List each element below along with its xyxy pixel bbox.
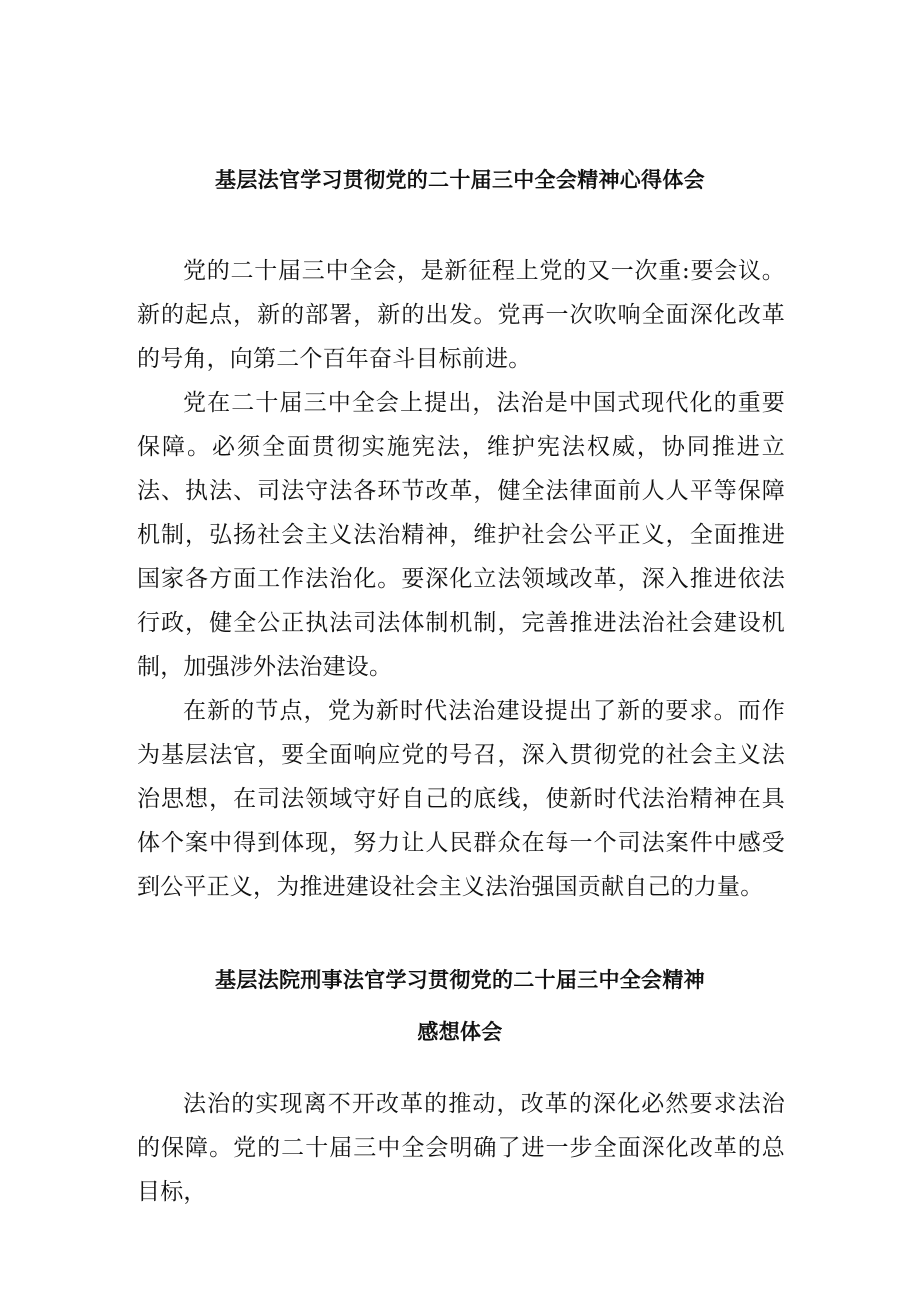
section1-title: 基层法官学习贯彻党的二十届三中全会精神心得体会 — [215, 168, 705, 192]
section2-title-line1: 基层法院刑事法官学习贯彻党的二十届三中全会精神 — [215, 968, 705, 992]
section1-paragraph: 党的二十届三中全会，是新征程上党的又一次重:要会议。新的起点，新的部署，新的出发。党再一次吹响全面深化改革的号角，向第二个百年奋斗目标前进。 — [137, 258, 785, 372]
section2-body — [137, 1082, 785, 1214]
section2-title-line2: 感想体会 — [417, 1020, 503, 1044]
section1-body — [137, 249, 785, 909]
section2-title — [0, 954, 920, 1058]
section1-paragraph: 党在二十届三中全会上提出，法治是中国式现代化的重要保障。必须全面贯彻实施宪法，维护宪法权威，协同推进立法、执法、司法守法各环节改革，健全法律面前人人平等保障机制，弘扬社会主义法治精神，维护社会公平正义，全面推进国家各方面工作法治化。要深化立法领域改革，深入推进依法行政，健全公正执法司法体制机制，完善推进法治社会建设机制，加强涉外法治建设。 — [137, 390, 785, 680]
section1-paragraph: 在新的节点，党为新时代法治建设提出了新的要求。而作为基层法官，要全面响应党的号召，深入贯彻党的社会主义法治思想，在司法领域守好自己的底线，使新时代法治精神在具体个案中得到体现，努力让人民群众在每一个司法案件中感受到公平正义，为推进建设社会主义法治强国贡献自己的力量。 — [137, 698, 785, 900]
section2-paragraph: 法治的实现离不开改革的推动，改革的深化必然要求法治的保障。党的二十届三中全会明确了进一步全面深化改革的总目标， — [137, 1091, 785, 1205]
